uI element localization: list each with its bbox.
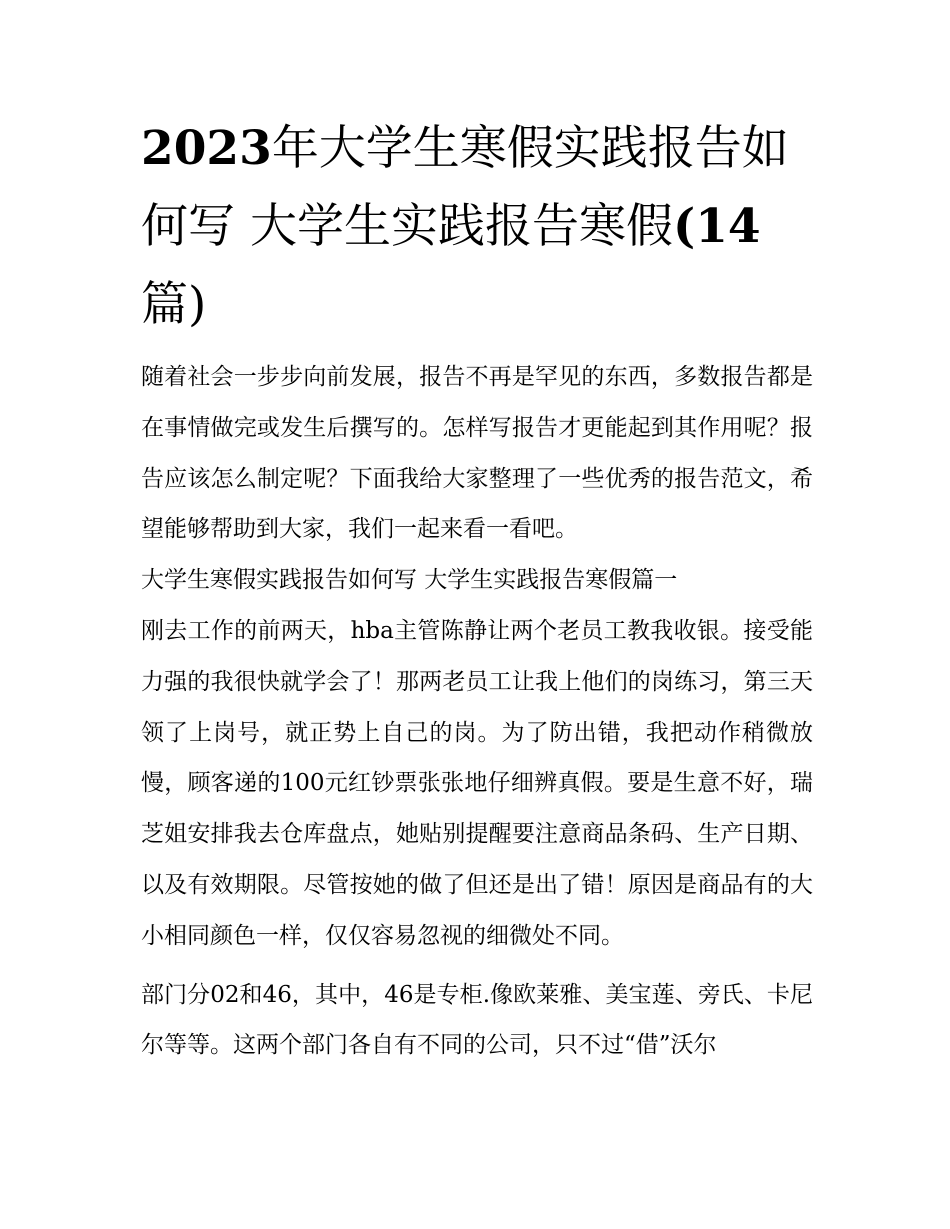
section-heading: 大学生寒假实践报告如何写 大学生实践报告寒假篇一 [141,567,678,594]
body-paragraph: 部门分02和46，其中，46是专柜.像欧莱雅、美宝莲、旁氏、卡尼尔等等。这两个部门各自有不同的公司，只不过“借”沃尔 [141,981,813,1059]
body-paragraph: 刚去工作的前两天，hba主管陈静让两个老员工教我收银。接受能力强的我很快就学会了！那两老员工让我上他们的岗练习，第三天领了上岗号，就正势上自己的岗。为了防出错，我把动作稍微放慢，顾客递的100元红钞票张张地仔细辨真假。要是生意不好，瑞芝姐安排我去仓库盘点，她贴别提醒要注意商品条码、生产日期、以及有效期限。尽管按她的做了但还是出了错！原因是商品有的大小相同颜色一样，仅仅容易忽视的细微处不同。 [141,617,813,949]
document-page [141,110,813,1071]
document-title: 2023年大学生寒假实践报告如何写 大学生实践报告寒假(14篇) [141,121,789,332]
intro-paragraph: 随着社会一步步向前发展，报告不再是罕见的东西，多数报告都是在事情做完或发生后撰写的。怎样写报告才更能起到其作用呢？报告应该怎么制定呢？下面我给大家整理了一些优秀的报告范文，希望能够帮助到大家，我们一起来看一看吧。 [141,364,813,543]
document-body [141,352,813,1071]
